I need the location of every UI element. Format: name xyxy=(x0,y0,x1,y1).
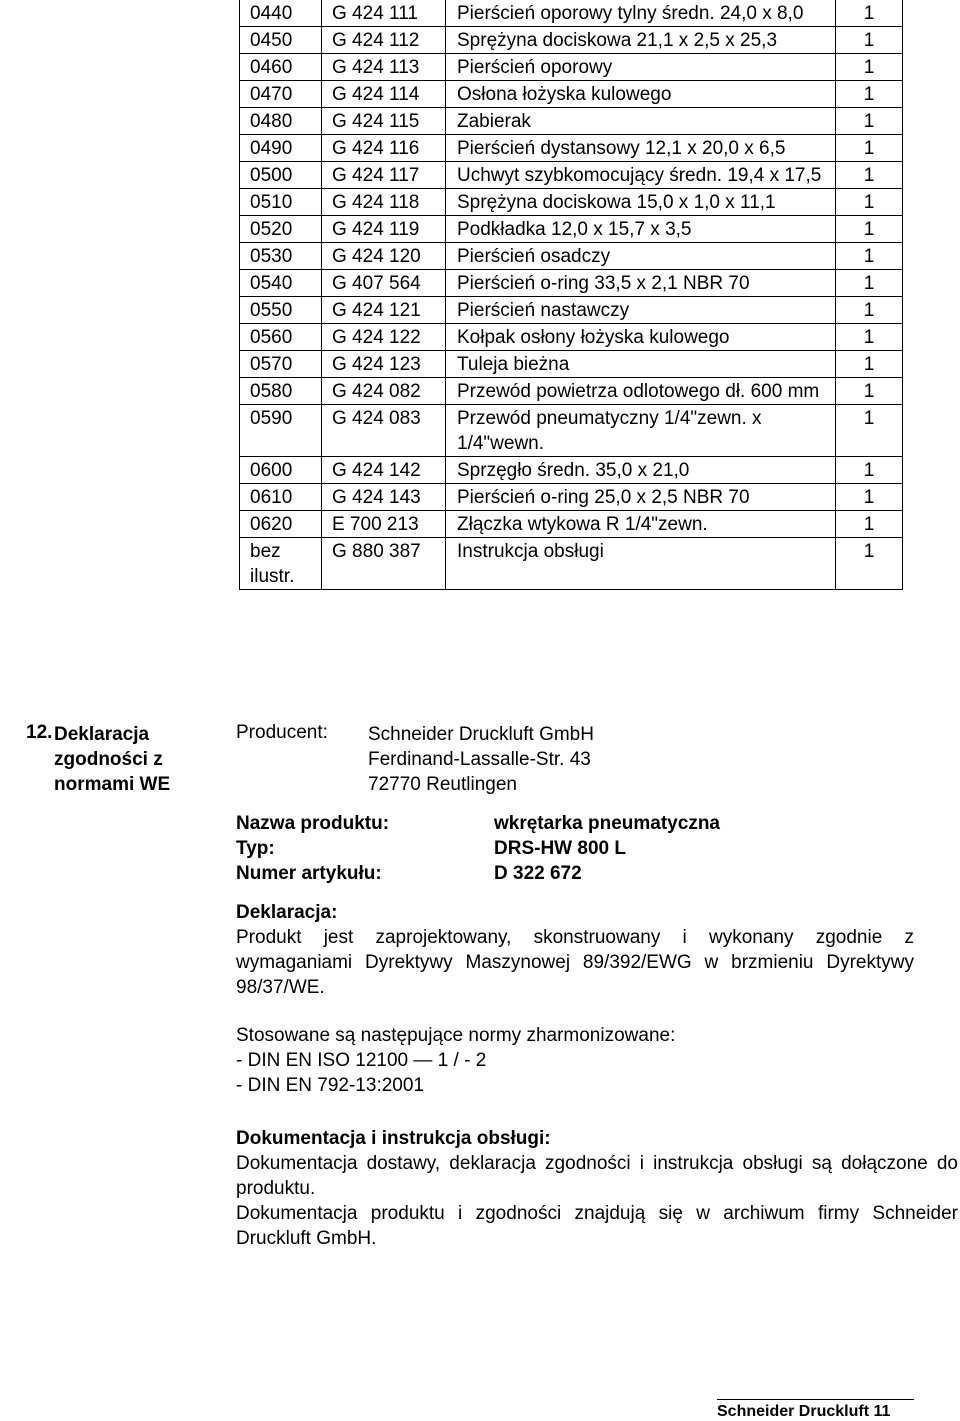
part-position: 0550 xyxy=(240,297,322,324)
part-quantity: 1 xyxy=(836,457,903,484)
part-quantity: 1 xyxy=(836,297,903,324)
part-description: Przewód pneumatyczny 1/4"zewn. x 1/4"wewn. xyxy=(446,405,836,457)
article-value: D 322 672 xyxy=(494,863,582,884)
part-number: G 424 082 xyxy=(322,378,446,405)
producer-city: 72770 Reutlingen xyxy=(368,774,517,795)
producer-street: Ferdinand-Lassalle-Str. 43 xyxy=(368,749,591,770)
part-position: 0520 xyxy=(240,216,322,243)
table-row xyxy=(240,484,903,511)
part-number: G 424 122 xyxy=(322,324,446,351)
table-row xyxy=(240,324,903,351)
part-position: 0620 xyxy=(240,511,322,538)
part-position: 0580 xyxy=(240,378,322,405)
part-quantity: 1 xyxy=(836,27,903,54)
part-quantity: 1 xyxy=(836,135,903,162)
part-position: 0570 xyxy=(240,351,322,378)
part-number: G 424 115 xyxy=(322,108,446,135)
part-description: Sprężyna dociskowa 15,0 x 1,0 x 11,1 xyxy=(446,189,836,216)
part-position: 0540 xyxy=(240,270,322,297)
part-description: Kołpak osłony łożyska kulowego xyxy=(446,324,836,351)
table-row xyxy=(240,405,903,457)
page-footer: Schneider Druckluft 11 xyxy=(717,1403,891,1420)
part-number: G 407 564 xyxy=(322,270,446,297)
part-position: 0440 xyxy=(240,0,322,27)
norms-intro: Stosowane są następujące normy zharmonizowane: xyxy=(236,1025,676,1046)
table-row xyxy=(240,243,903,270)
table-row xyxy=(240,297,903,324)
table-row xyxy=(240,511,903,538)
part-description: Tuleja bieżna xyxy=(446,351,836,378)
documentation-text-1: Dokumentacja dostawy, deklaracja zgodności i instrukcja obsługi są dołączone do produktu. xyxy=(236,1153,958,1199)
part-quantity: 1 xyxy=(836,108,903,135)
producer-name: Schneider Druckluft GmbH xyxy=(368,724,594,745)
article-label: Numer artykułu: xyxy=(236,863,382,884)
norms-block xyxy=(236,1023,914,1098)
part-position: 0470 xyxy=(240,81,322,108)
part-number: G 424 116 xyxy=(322,135,446,162)
part-number: G 880 387 xyxy=(322,538,446,590)
part-description: Pierścień oporowy xyxy=(446,54,836,81)
part-number: G 424 113 xyxy=(322,54,446,81)
part-number: G 424 112 xyxy=(322,27,446,54)
part-quantity: 1 xyxy=(836,511,903,538)
part-quantity: 1 xyxy=(836,270,903,297)
part-quantity: 1 xyxy=(836,54,903,81)
part-number: G 424 118 xyxy=(322,189,446,216)
product-name-value: wkrętarka pneumatyczna xyxy=(494,813,720,834)
part-description: Złączka wtykowa R 1/4"zewn. xyxy=(446,511,836,538)
documentation-heading: Dokumentacja i instrukcja obsługi: xyxy=(236,1128,551,1149)
norm-item: - DIN EN 792-13:2001 xyxy=(236,1075,424,1096)
table-row xyxy=(240,457,903,484)
part-quantity: 1 xyxy=(836,484,903,511)
part-number: G 424 123 xyxy=(322,351,446,378)
table-row xyxy=(240,0,903,27)
declaration-block xyxy=(236,900,914,1000)
section-title-line: zgodności z xyxy=(54,749,163,770)
part-position: 0560 xyxy=(240,324,322,351)
table-row xyxy=(240,216,903,243)
table-row xyxy=(240,81,903,108)
part-description: Pierścień o-ring 25,0 x 2,5 NBR 70 xyxy=(446,484,836,511)
part-number: G 424 083 xyxy=(322,405,446,457)
part-description: Pierścień osadczy xyxy=(446,243,836,270)
part-quantity: 1 xyxy=(836,538,903,590)
part-position: 0600 xyxy=(240,457,322,484)
declaration-heading: Deklaracja: xyxy=(236,902,338,923)
declaration-text: Produkt jest zaprojektowany, skonstruowany i wykonany zgodnie z wymaganiami Dyrektywy Maszynowej 89/392/EWG w brzmieniu Dyrektywy 98/37/WE. xyxy=(236,927,914,998)
documentation-text-2: Dokumentacja produktu i zgodności znajdują się w archiwum firmy Schneider Druckluft GmbH. xyxy=(236,1203,958,1249)
part-description: Pierścień oporowy tylny średn. 24,0 x 8,0 xyxy=(446,0,836,27)
part-position: 0610 xyxy=(240,484,322,511)
table-row xyxy=(240,351,903,378)
part-quantity: 1 xyxy=(836,189,903,216)
part-description: Osłona łożyska kulowego xyxy=(446,81,836,108)
part-description: Przewód powietrza odlotowego dł. 600 mm xyxy=(446,378,836,405)
part-position: 0460 xyxy=(240,54,322,81)
part-description: Pierścień nastawczy xyxy=(446,297,836,324)
producer-address xyxy=(368,722,594,797)
parts-table-body xyxy=(240,0,903,590)
part-quantity: 1 xyxy=(836,243,903,270)
part-position: 0480 xyxy=(240,108,322,135)
part-number: G 424 121 xyxy=(322,297,446,324)
part-description: Instrukcja obsługi xyxy=(446,538,836,590)
part-number: E 700 213 xyxy=(322,511,446,538)
part-description: Podkładka 12,0 x 15,7 x 3,5 xyxy=(446,216,836,243)
part-description: Sprężyna dociskowa 21,1 x 2,5 x 25,3 xyxy=(446,27,836,54)
part-number: G 424 142 xyxy=(322,457,446,484)
part-description: Sprzęgło średn. 35,0 x 21,0 xyxy=(446,457,836,484)
part-quantity: 1 xyxy=(836,162,903,189)
part-number: G 424 120 xyxy=(322,243,446,270)
part-quantity: 1 xyxy=(836,351,903,378)
part-description: Uchwyt szybkomocujący średn. 19,4 x 17,5 xyxy=(446,162,836,189)
norm-item: - DIN EN ISO 12100 — 1 / - 2 xyxy=(236,1050,487,1071)
footer-rule xyxy=(717,1399,914,1400)
part-quantity: 1 xyxy=(836,324,903,351)
part-description: Zabierak xyxy=(446,108,836,135)
part-number: G 424 119 xyxy=(322,216,446,243)
type-value: DRS-HW 800 L xyxy=(494,838,626,859)
section-title-line: Deklaracja xyxy=(54,724,150,745)
producer-label: Producent: xyxy=(236,722,328,743)
part-quantity: 1 xyxy=(836,0,903,27)
part-quantity: 1 xyxy=(836,216,903,243)
section-number: 12. xyxy=(26,722,53,743)
part-quantity: 1 xyxy=(836,405,903,457)
table-row xyxy=(240,54,903,81)
parts-table xyxy=(239,0,903,590)
part-position: 0530 xyxy=(240,243,322,270)
part-description: Pierścień o-ring 33,5 x 2,1 NBR 70 xyxy=(446,270,836,297)
type-label: Typ: xyxy=(236,838,275,859)
part-quantity: 1 xyxy=(836,81,903,108)
part-position: 0500 xyxy=(240,162,322,189)
part-number: G 424 114 xyxy=(322,81,446,108)
table-row xyxy=(240,108,903,135)
table-row xyxy=(240,270,903,297)
table-row xyxy=(240,27,903,54)
product-name-label: Nazwa produktu: xyxy=(236,813,390,834)
part-quantity: 1 xyxy=(836,378,903,405)
part-description: Pierścień dystansowy 12,1 x 20,0 x 6,5 xyxy=(446,135,836,162)
table-row xyxy=(240,162,903,189)
section-title-line: normami WE xyxy=(54,774,171,795)
section-title xyxy=(54,722,224,797)
part-position: 0450 xyxy=(240,27,322,54)
table-row xyxy=(240,378,903,405)
part-position: 0490 xyxy=(240,135,322,162)
table-row xyxy=(240,135,903,162)
part-number: G 424 143 xyxy=(322,484,446,511)
part-number: G 424 111 xyxy=(322,0,446,27)
table-row xyxy=(240,189,903,216)
part-number: G 424 117 xyxy=(322,162,446,189)
table-row xyxy=(240,538,903,590)
documentation-block xyxy=(236,1126,958,1251)
part-position: 0590 xyxy=(240,405,322,457)
part-position: bez ilustr. xyxy=(240,538,322,590)
part-position: 0510 xyxy=(240,189,322,216)
